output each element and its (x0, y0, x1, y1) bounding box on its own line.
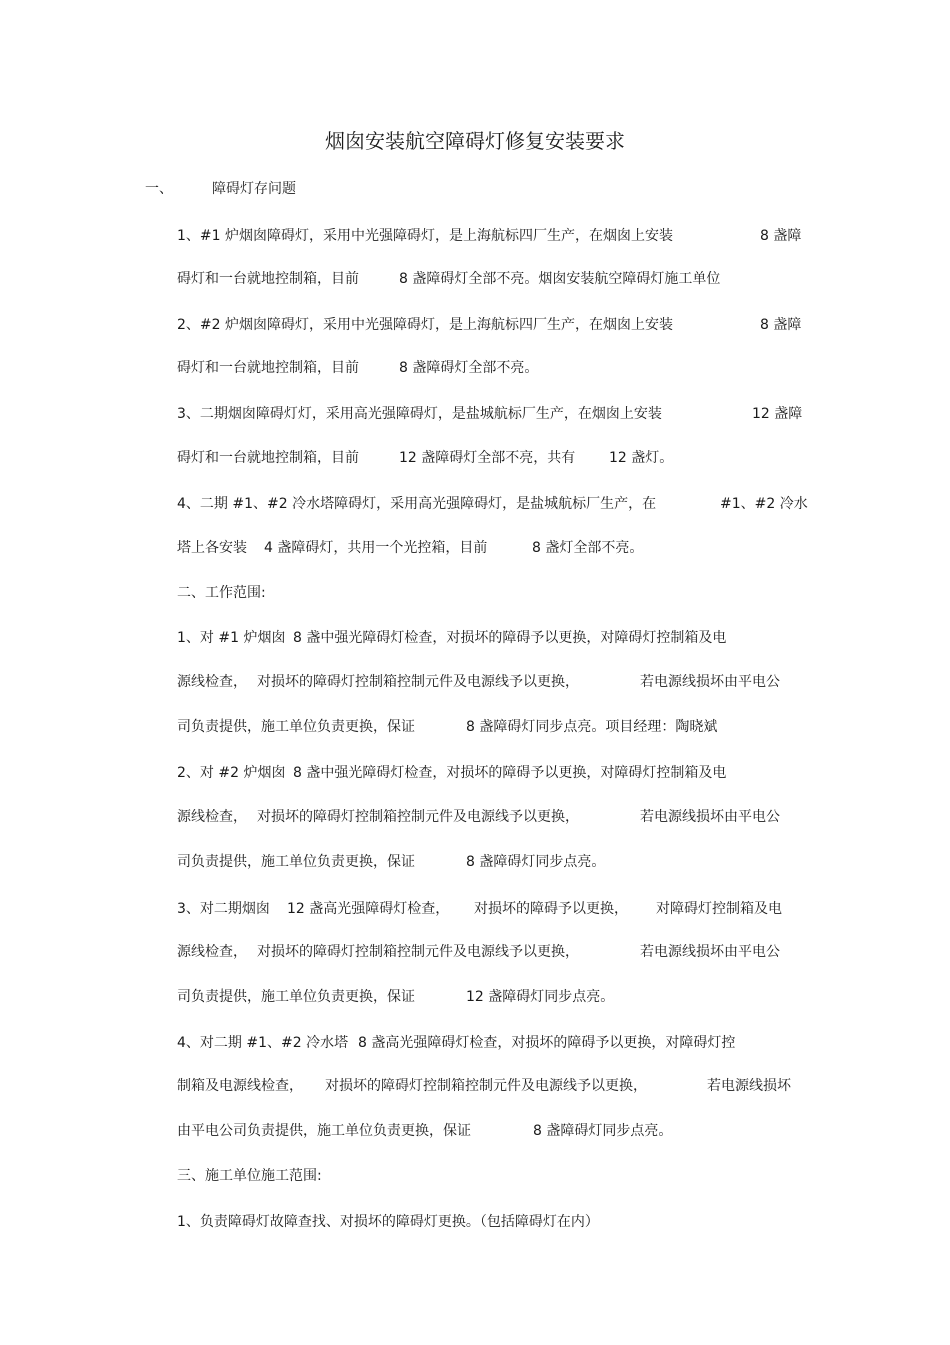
text-segment: 1、#1 炉烟囱障碍灯，采用中光强障碍灯，是上海航标四厂生产，在烟囱上安装 (177, 228, 673, 244)
text-segment: 1、负责障碍灯故障查找、对损坏的障碍灯更换。（包括障碍灯在内） (177, 1214, 599, 1230)
text-segment: 司负责提供，施工单位负责更换，保证 (177, 989, 415, 1005)
text-segment: 8 盏障碍灯同步点亮。 (533, 1123, 673, 1139)
text-segment: 2、#2 炉烟囱障碍灯，采用中光强障碍灯，是上海航标四厂生产，在烟囱上安装 (177, 317, 673, 333)
text-segment: 8 盏高光强障碍灯检查，对损坏的障碍予以更换，对障碍灯控 (358, 1035, 736, 1051)
text-segment: 对损坏的障碍予以更换， (474, 901, 628, 917)
text-segment: 8 盏障 (760, 317, 802, 333)
text-segment: 8 盏障 (760, 228, 802, 244)
text-segment: 12 盏障 (752, 406, 803, 422)
text-segment: 若电源线损坏由平电公 (640, 944, 780, 960)
text-segment: 对损坏的障碍灯控制箱控制元件及电源线予以更换， (257, 674, 579, 690)
section-title: 障碍灯存问题 (212, 181, 296, 197)
text-segment: 碍灯和一台就地控制箱，目前 (177, 450, 359, 466)
text-segment: 对损坏的障碍灯控制箱控制元件及电源线予以更换， (257, 809, 579, 825)
text-segment: 4 盏障碍灯，共用一个光控箱，目前 (264, 540, 488, 556)
text-segment: 源线检查， (177, 944, 247, 960)
text-segment: 8 盏中强光障碍灯检查，对损坏的障碍予以更换，对障碍灯控制箱及电 (293, 765, 727, 781)
text-segment: 1、对 #1 炉烟囱 (177, 630, 286, 646)
text-segment: 塔上各安装 (177, 540, 247, 556)
text-segment: 司负责提供，施工单位负责更换，保证 (177, 719, 415, 735)
text-segment: 制箱及电源线检查， (177, 1078, 303, 1094)
text-segment: 对损坏的障碍灯控制箱控制元件及电源线予以更换， (325, 1078, 647, 1094)
text-segment: #1、#2 冷水 (720, 496, 808, 512)
text-segment: 3、对二期烟囱 (177, 901, 270, 917)
text-segment: 12 盏高光强障碍灯检查， (287, 901, 450, 917)
text-segment: 由平电公司负责提供，施工单位负责更换，保证 (177, 1123, 471, 1139)
text-segment: 若电源线损坏由平电公 (640, 674, 780, 690)
text-segment: 司负责提供，施工单位负责更换，保证 (177, 854, 415, 870)
text-segment: 若电源线损坏 (707, 1078, 791, 1094)
text-segment: 源线检查， (177, 809, 247, 825)
section-title: 二、工作范围: (177, 585, 266, 601)
text-segment: 8 盏障碍灯同步点亮。项目经理：陶晓斌 (466, 719, 718, 735)
text-segment: 12 盏灯。 (609, 450, 674, 466)
text-segment: 对损坏的障碍灯控制箱控制元件及电源线予以更换， (257, 944, 579, 960)
text-segment: 8 盏障碍灯全部不亮。烟囱安装航空障碍灯施工单位 (399, 271, 721, 287)
text-segment: 3、二期烟囱障碍灯灯，采用高光强障碍灯，是盐城航标厂生产，在烟囱上安装 (177, 406, 662, 422)
section-number: 一、 (145, 181, 173, 197)
section-title: 三、施工单位施工范围: (177, 1168, 322, 1184)
text-segment: 若电源线损坏由平电公 (640, 809, 780, 825)
text-segment: 4、二期 #1、#2 冷水塔障碍灯，采用高光强障碍灯，是盐城航标厂生产，在 (177, 496, 657, 512)
text-segment: 12 盏障碍灯全部不亮，共有 (399, 450, 576, 466)
text-segment: 源线检查， (177, 674, 247, 690)
text-segment: 8 盏障碍灯全部不亮。 (399, 360, 539, 376)
document-title: 烟囱安装航空障碍灯修复安装要求 (325, 129, 625, 153)
text-segment: 8 盏障碍灯同步点亮。 (466, 854, 606, 870)
text-segment: 8 盏灯全部不亮。 (532, 540, 644, 556)
text-segment: 对障碍灯控制箱及电 (656, 901, 782, 917)
text-segment: 4、对二期 #1、#2 冷水塔 (177, 1035, 349, 1051)
text-segment: 2、对 #2 炉烟囱 (177, 765, 286, 781)
text-segment: 8 盏中强光障碍灯检查，对损坏的障碍予以更换，对障碍灯控制箱及电 (293, 630, 727, 646)
text-segment: 碍灯和一台就地控制箱，目前 (177, 271, 359, 287)
text-segment: 12 盏障碍灯同步点亮。 (466, 989, 615, 1005)
text-segment: 碍灯和一台就地控制箱，目前 (177, 360, 359, 376)
